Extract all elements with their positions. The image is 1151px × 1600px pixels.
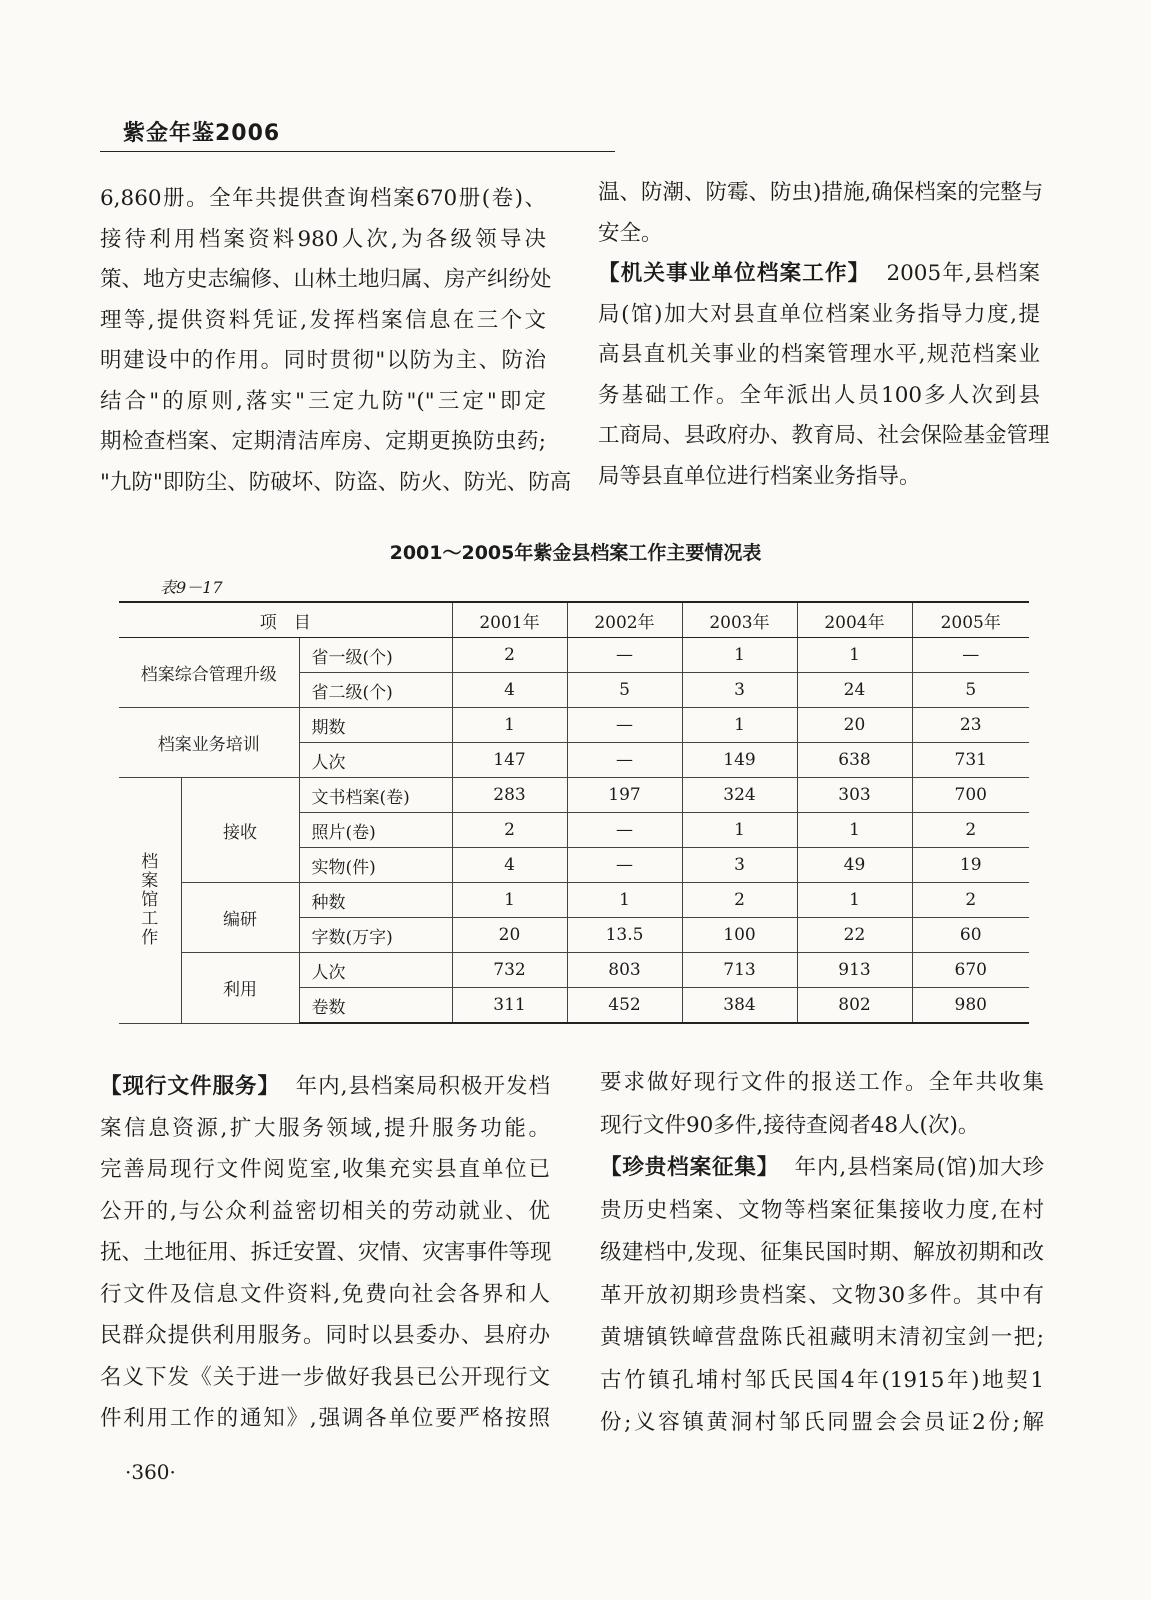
header-year: 2002年 [567,602,682,638]
section-heading-line [598,254,1040,295]
table-cell: 2 [452,813,567,848]
table-cell: 20 [797,708,912,743]
header-year: 2001年 [452,602,567,638]
vertical-label-char: 作 [141,927,159,948]
table-cell: — [567,638,682,673]
text-line: 6,860册。全年共提供查询档案670册(卷)、 [100,186,546,211]
row-label: 实物(件) [299,848,452,883]
text-line: 期检查档案、定期清洁库房、定期更换防虫药; [100,429,546,454]
vertical-label-char: 档 [141,851,159,872]
row-label: 省二级(个) [299,673,452,708]
text-span: 年内,县档案局(馆)加大珍 [794,1155,1044,1180]
table-cell: 1 [797,813,912,848]
text-line: 结合"的原则,落实"三定九防"("三定"即定 [100,388,546,414]
bottom-left-column [100,1066,550,1440]
vertical-label-char: 馆 [141,889,159,910]
table-cell: 49 [797,848,912,883]
table-cell: — [567,848,682,883]
text-line: 理等,提供资料凭证,发挥档案信息在三个文 [100,307,546,333]
text-line: 局等县直单位进行档案业务指导。 [598,463,921,489]
text-span: 年内,县档案局积极开发档 [295,1074,550,1099]
table-cell: 311 [452,988,567,1024]
top-left-column [100,179,572,503]
table-cell: — [567,813,682,848]
row-label: 字数(万字) [299,918,452,953]
group-label: 档案综合管理升级 [119,638,299,708]
text-span: 2005年,县档案 [886,261,1040,286]
section-heading: 【机关事业单位档案工作】 [598,261,871,286]
group-label: 档案业务培训 [119,708,299,778]
header-year: 2003年 [682,602,797,638]
group-label-vertical [119,778,181,1024]
text-line: 革开放初期珍贵档案、文物30多件。其中有 [600,1282,1044,1308]
table-cell: — [567,708,682,743]
text-line: 务基础工作。全年派出人员100多人次到县 [598,382,1040,408]
table-header-row [119,602,1029,638]
section-heading: 【珍贵档案征集】 [600,1155,780,1180]
vertical-label-char: 工 [141,908,159,929]
table-cell: 324 [682,778,797,813]
section-heading-line [100,1066,550,1108]
table-cell: 147 [452,743,567,778]
row-label: 期数 [299,708,452,743]
table-cell: 60 [912,918,1029,953]
text-line: "九防"即防尘、防破坏、防盗、防火、防光、防高 [100,469,572,495]
table-cell: 4 [452,673,567,708]
table-row [119,708,1029,743]
table-cell: 1 [797,883,912,918]
text-line: 名义下发《关于进一步做好我县已公开现行文 [100,1364,550,1390]
row-label: 照片(卷) [299,813,452,848]
table-cell: 638 [797,743,912,778]
subgroup-label: 编研 [181,883,299,953]
text-line: 公开的,与公众利益密切相关的劳动就业、优 [100,1198,550,1224]
section-heading: 【现行文件服务】 [100,1074,280,1099]
table-cell: 283 [452,778,567,813]
text-line: 民群众提供利用服务。同时以县委办、县府办 [100,1323,550,1348]
table-cell: 1 [682,708,797,743]
row-label: 种数 [299,883,452,918]
table-cell: 197 [567,778,682,813]
row-label: 省一级(个) [299,638,452,673]
table-row [119,883,1029,918]
header-item: 项 目 [119,602,452,638]
text-line: 古竹镇孔埔村邹氏民国4年(1915年)地契1 [600,1367,1044,1393]
table-row [119,638,1029,673]
table-cell: 802 [797,988,912,1024]
table-title: 2001～2005年紫金县档案工作主要情况表 [389,542,762,564]
subgroup-label: 利用 [181,953,299,1024]
table-cell: 1 [452,708,567,743]
text-line: 贵历史档案、文物等档案征集接收力度,在村 [600,1197,1044,1223]
text-line: 件利用工作的通知》,强调各单位要严格按照 [100,1406,550,1431]
table-cell: 731 [912,743,1029,778]
table-cell: 2 [912,883,1029,918]
table-row [119,778,1029,813]
table-cell: 700 [912,778,1029,813]
row-label: 人次 [299,953,452,988]
table-cell: 803 [567,953,682,988]
table-cell: 13.5 [567,918,682,953]
table-cell: 149 [682,743,797,778]
text-line: 工商局、县政府办、教育局、社会保险基金管理 [598,423,1050,448]
page-header-title: 紫金年鉴2006 [123,121,281,146]
table-cell: 3 [682,848,797,883]
page-number: ·360· [125,1460,176,1484]
archive-work-label [119,853,181,948]
table-number: 表9－17 [160,578,223,597]
subgroup-label: 接收 [181,778,299,883]
text-line: 接待利用档案资料980人次,为各级领导决 [100,226,546,252]
header-year: 2004年 [797,602,912,638]
table-cell: 1 [452,883,567,918]
table-cell: 22 [797,918,912,953]
text-line: 现行文件90多件,接待查阅者48人(次)。 [600,1112,980,1138]
table-cell: 5 [567,673,682,708]
table-cell: 1 [567,883,682,918]
bottom-right-column [600,1062,1044,1445]
table-row [119,953,1029,988]
table-cell: 980 [912,988,1029,1024]
table-cell: 2 [452,638,567,673]
table-cell: 713 [682,953,797,988]
text-line: 局(馆)加大对县直单位档案业务指导力度,提 [598,301,1040,327]
text-line: 份;义容镇黄洞村邹氏同盟会会员证2份;解 [600,1410,1044,1435]
text-line: 案信息资源,扩大服务领域,提升服务功能。 [100,1115,550,1141]
row-label: 人次 [299,743,452,778]
section-heading-line [600,1147,1044,1190]
top-right-column [598,173,1050,497]
table-cell: 4 [452,848,567,883]
table-cell: — [912,638,1029,673]
table-cell: 1 [682,638,797,673]
table-cell: 2 [912,813,1029,848]
table-cell: 1 [682,813,797,848]
header-year: 2005年 [912,602,1029,638]
table-cell: 3 [682,673,797,708]
table-cell: — [567,743,682,778]
table-cell: 913 [797,953,912,988]
text-line: 明建设中的作用。同时贯彻"以防为主、防治 [100,348,546,373]
table-cell: 24 [797,673,912,708]
table-cell: 20 [452,918,567,953]
text-line: 行文件及信息文件资料,免费向社会各界和人 [100,1281,550,1307]
table-cell: 670 [912,953,1029,988]
text-line: 要求做好现行文件的报送工作。全年共收集 [600,1070,1044,1095]
archive-stats-table [119,601,1029,1024]
text-line: 温、防潮、防霉、防虫)措施,确保档案的完整与 [598,180,1044,205]
table-cell: 1 [797,638,912,673]
table-cell: 452 [567,988,682,1024]
row-label: 文书档案(卷) [299,778,452,813]
text-line: 完善局现行文件阅览室,收集充实县直单位已 [100,1157,550,1182]
text-line: 抚、土地征用、拆迁安置、灾情、灾害事件等现 [100,1240,552,1265]
table-cell: 732 [452,953,567,988]
row-label: 卷数 [299,988,452,1024]
header-rule [100,151,615,152]
table-cell: 303 [797,778,912,813]
table-cell: 5 [912,673,1029,708]
text-line: 级建档中,发现、征集民国时期、解放初期和改 [600,1240,1044,1265]
table-cell: 384 [682,988,797,1024]
table-cell: 100 [682,918,797,953]
text-line: 安全。 [598,220,663,246]
table-cell: 19 [912,848,1029,883]
table-cell: 23 [912,708,1029,743]
vertical-label-char: 案 [141,870,159,891]
text-line: 策、地方史志编修、山林土地归属、房产纠纷处 [100,267,552,292]
text-line: 高县直机关事业的档案管理水平,规范档案业 [598,342,1040,367]
table-cell: 2 [682,883,797,918]
text-line: 黄塘镇铁嶂营盘陈氏祖藏明末清初宝剑一把; [600,1325,1044,1350]
